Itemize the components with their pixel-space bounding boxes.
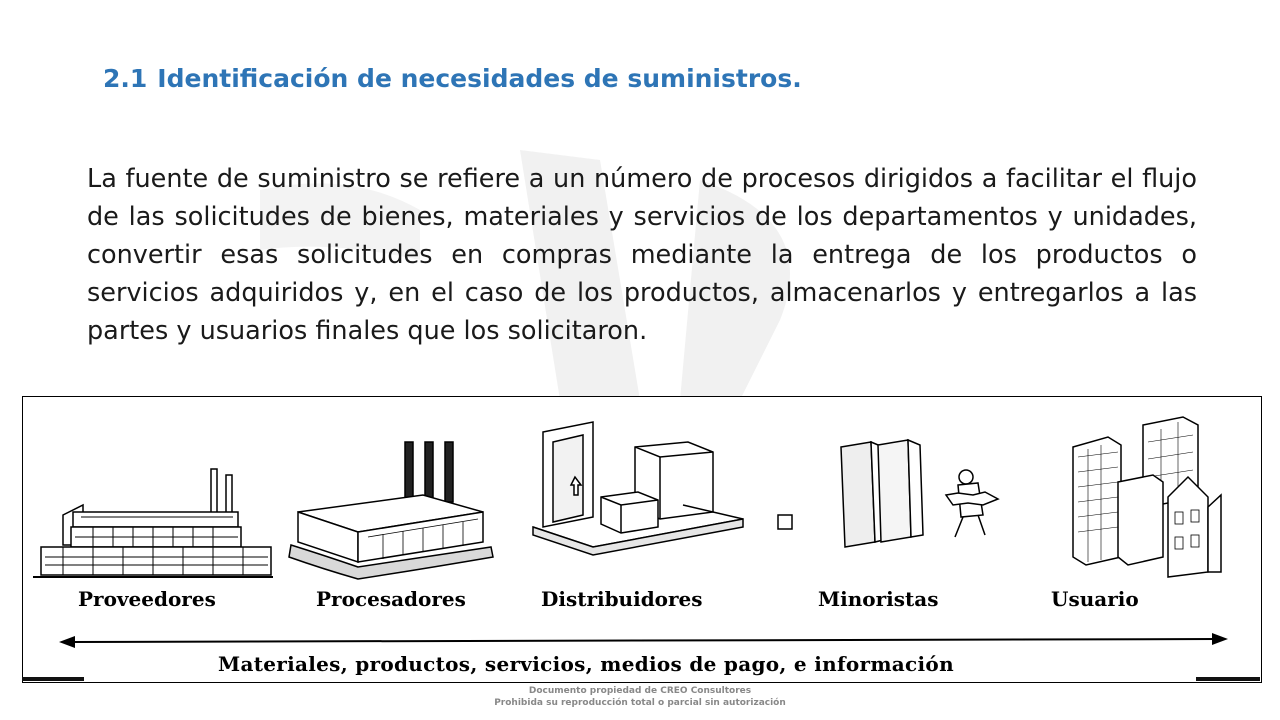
- footer-line-2: Prohibida su reproducción total o parcial sin autorización: [494, 698, 786, 708]
- factory-icon: [33, 469, 273, 577]
- stage-label-procesadores: Procesadores: [316, 587, 466, 611]
- title-text: Identificación de necesidades de suministros.: [157, 64, 802, 93]
- supply-chain-diagram: [22, 396, 1262, 683]
- section-number: 2.1: [103, 64, 148, 93]
- base-bar-left: [22, 677, 84, 681]
- retail-boxes-icon: [778, 440, 998, 547]
- warehouse-icon: [533, 422, 743, 555]
- flow-label: Materiales, productos, servicios, medios de pago, e información: [218, 652, 954, 676]
- stage-label-distribuidores: Distribuidores: [541, 587, 703, 611]
- processing-plant-icon: [289, 442, 493, 579]
- base-bar-right: [1196, 677, 1260, 681]
- stage-label-minoristas: Minoristas: [818, 587, 939, 611]
- stage-label-usuario: Usuario: [1051, 587, 1139, 611]
- flow-arrow: [59, 633, 1228, 648]
- body-paragraph: La fuente de suministro se refiere a un número de procesos dirigidos a facilitar el flujo de las solicitudes de bienes, materiales y servicios de los departamentos y unidades, convertir esas solicitudes en compras mediante la entrega de los productos o servicios adquiridos y, en el caso de los productos, almacenarlos y entregarlos a las partes y usuarios finales que los solicitaron.: [87, 164, 1197, 346]
- slide-title: [103, 64, 802, 93]
- footer-line-1: Documento propiedad de CREO Consultores: [528, 686, 752, 696]
- city-buildings-icon: [1073, 417, 1221, 577]
- stage-label-proveedores: Proveedores: [78, 587, 216, 611]
